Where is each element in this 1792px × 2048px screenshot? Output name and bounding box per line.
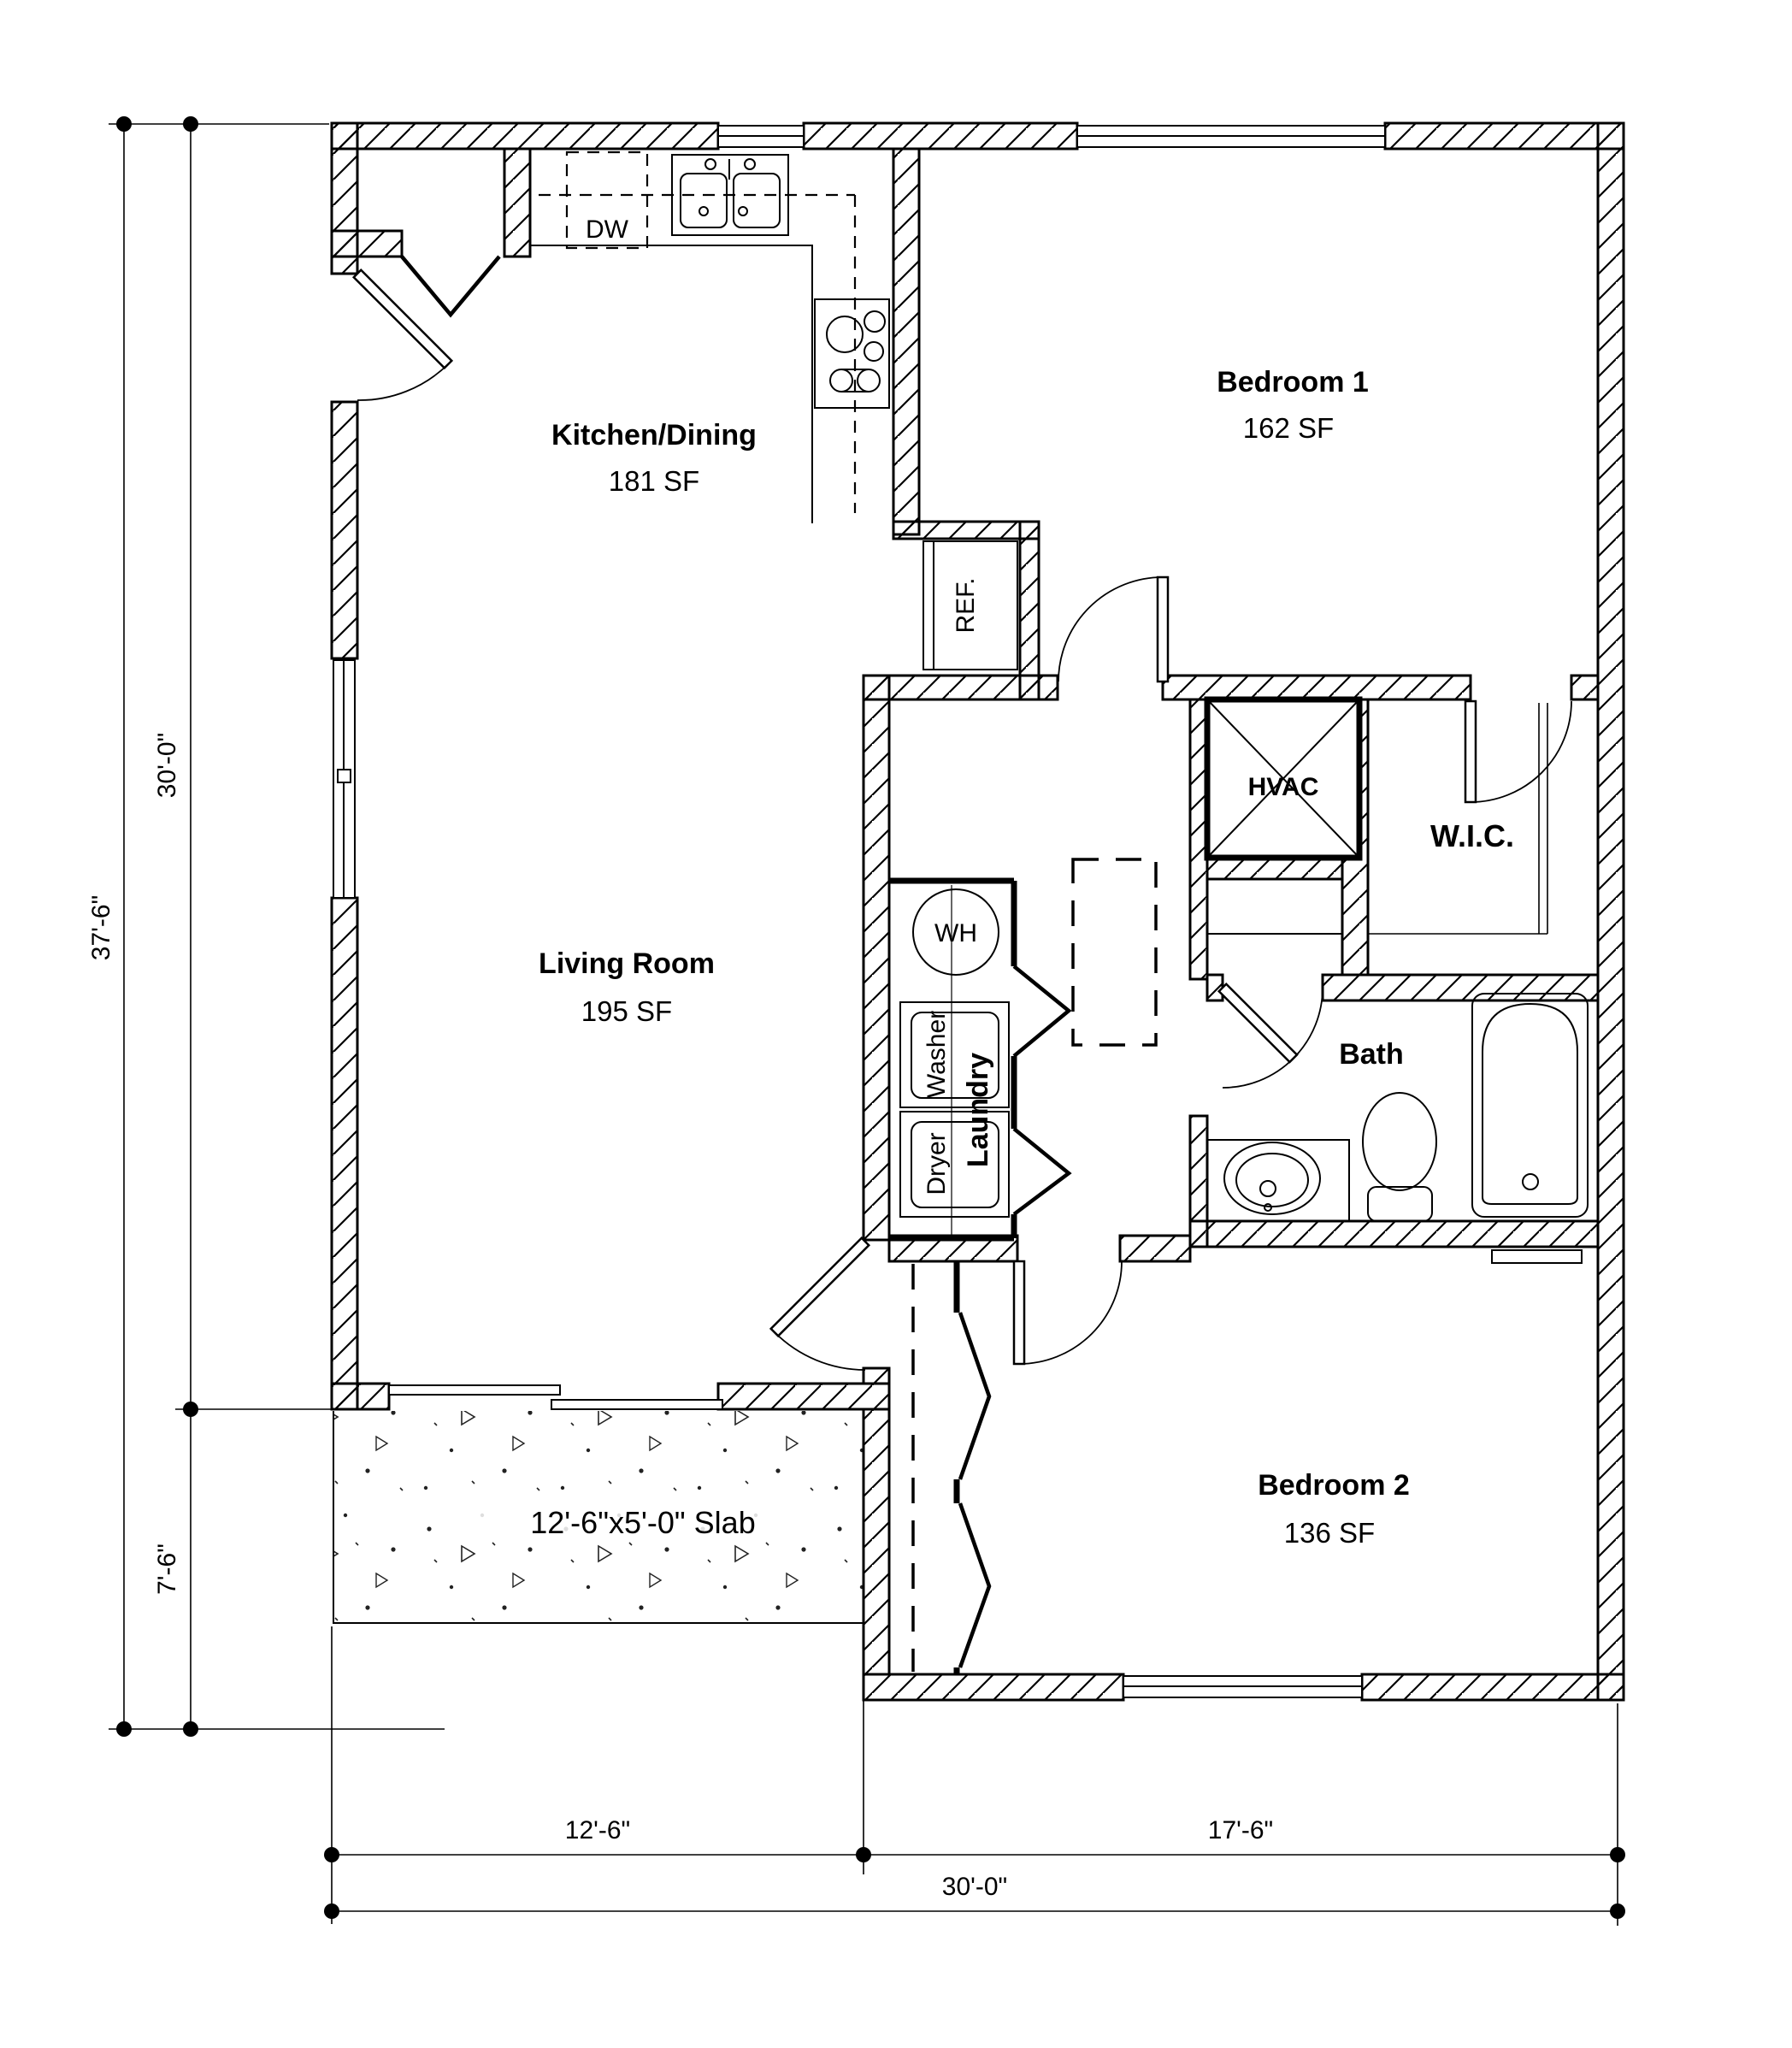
living-area: 195 SF [581,995,673,1027]
refrigerator-label: REF. [952,577,980,634]
interior-walls [332,149,1598,1384]
wic-door-jamb-wall [1571,676,1598,699]
bath-door-post [1207,975,1223,1000]
dim-left-lower: 7'-6" [153,1543,181,1595]
dim-left [87,116,445,1924]
dim-left-upper: 30'-0" [153,732,181,799]
hall-west-wall [864,676,889,1240]
water-heater [913,889,999,975]
living-room-window [333,660,355,898]
linen-niche [1207,879,1342,934]
living-to-hall-door [771,1238,869,1370]
bedroom1-west-wall [893,149,919,534]
wall-left-lower [332,898,357,1409]
wall-top-center [804,123,1077,149]
refrigerator [923,541,1017,670]
kitchen-window [718,126,804,147]
bedroom1-label: Bedroom 1 [1217,366,1369,398]
patio-slider-door [389,1385,722,1409]
bedroom1-south-wall [1163,676,1471,699]
bath-vanity [1207,1140,1349,1221]
kitchen-label: Kitchen/Dining [551,419,757,452]
dryer-label: Dryer [923,1132,951,1195]
kitchen-area: 181 SF [608,465,700,497]
wic-door [1465,701,1571,802]
bath-south-wall [1190,1221,1598,1247]
wic-label: W.I.C. [1430,818,1514,853]
kitchen-fixtures [530,152,1017,670]
entry-closet-bifold-door [402,257,499,315]
walk-in-closet [1368,701,1571,934]
water-heater-label: WH [934,919,977,947]
bedroom2-bifold-door-upper [960,1313,989,1479]
room-labels [539,366,1410,1549]
bedroom2-bifold-door-lower [960,1503,989,1667]
dishwasher [567,152,647,248]
cooktop [815,299,889,408]
attic-access-dashed [1073,859,1156,1045]
wall-bedroom2-west [864,1409,889,1674]
bath-north-wall [1323,975,1598,1000]
ref-alcove-east-wall [1020,522,1039,699]
patio-slab [333,1411,864,1623]
dimensions [87,116,1625,1926]
hvac-closet [1207,699,1359,934]
entry-closet-south-wall [332,231,402,257]
wall-top-east [1385,123,1624,149]
ref-alcove-north-wall [893,522,1039,539]
wall-bottom-east [1362,1674,1624,1700]
dim-bottom-left: 12'-6" [564,1816,631,1844]
bedroom2-window [1123,1676,1362,1697]
wall-bottom-west [864,1674,1123,1700]
bedroom2-closet [913,1261,989,1674]
bedroom2-label: Bedroom 2 [1258,1469,1410,1502]
doors [354,257,1168,1370]
bedroom2-area: 136 SF [1283,1517,1376,1549]
laundry-closet [889,881,1069,1238]
bathtub [1472,994,1588,1217]
wall-right [1598,123,1624,1700]
wall-top-west [332,123,718,149]
entry-door [354,270,452,400]
laundry-label: Laundry [962,1052,994,1168]
toilet [1363,1093,1436,1221]
bedroom1-area: 162 SF [1242,412,1335,444]
hall-west-wall-stub [864,1368,889,1384]
laundry-bifold-door-lower [1014,1129,1069,1214]
dim-bottom-right: 17'-6" [1207,1816,1274,1844]
entry-closet-east-wall [504,149,530,257]
laundry-bifold-door-upper [1014,966,1069,1056]
hallway [1073,859,1156,1045]
dishwasher-label: DW [586,215,628,244]
dim-left-total: 37'-6" [87,894,115,961]
hvac-south-wall [1207,858,1342,879]
bedroom1-window [1077,126,1385,147]
slab-label: 12'-6"x5'-0" Slab [530,1505,756,1540]
wall-left-middle [332,402,357,658]
dim-bottom [324,1626,1625,1926]
living-label: Living Room [539,947,715,980]
wall-living-south-west [332,1384,389,1409]
washer-label: Washer [923,1010,951,1099]
bath-door [1219,984,1323,1088]
bedroom2-north-wall-east [1120,1236,1190,1261]
dim-bottom-total: 30'-0" [941,1873,1008,1901]
bedroom2-door [1014,1261,1122,1364]
bedroom2-shelf [1492,1250,1582,1263]
bath-label: Bath [1339,1038,1404,1071]
hvac-label: HVAC [1247,773,1319,801]
wall-living-south-east [718,1384,889,1409]
bedroom1-door [1058,577,1168,682]
